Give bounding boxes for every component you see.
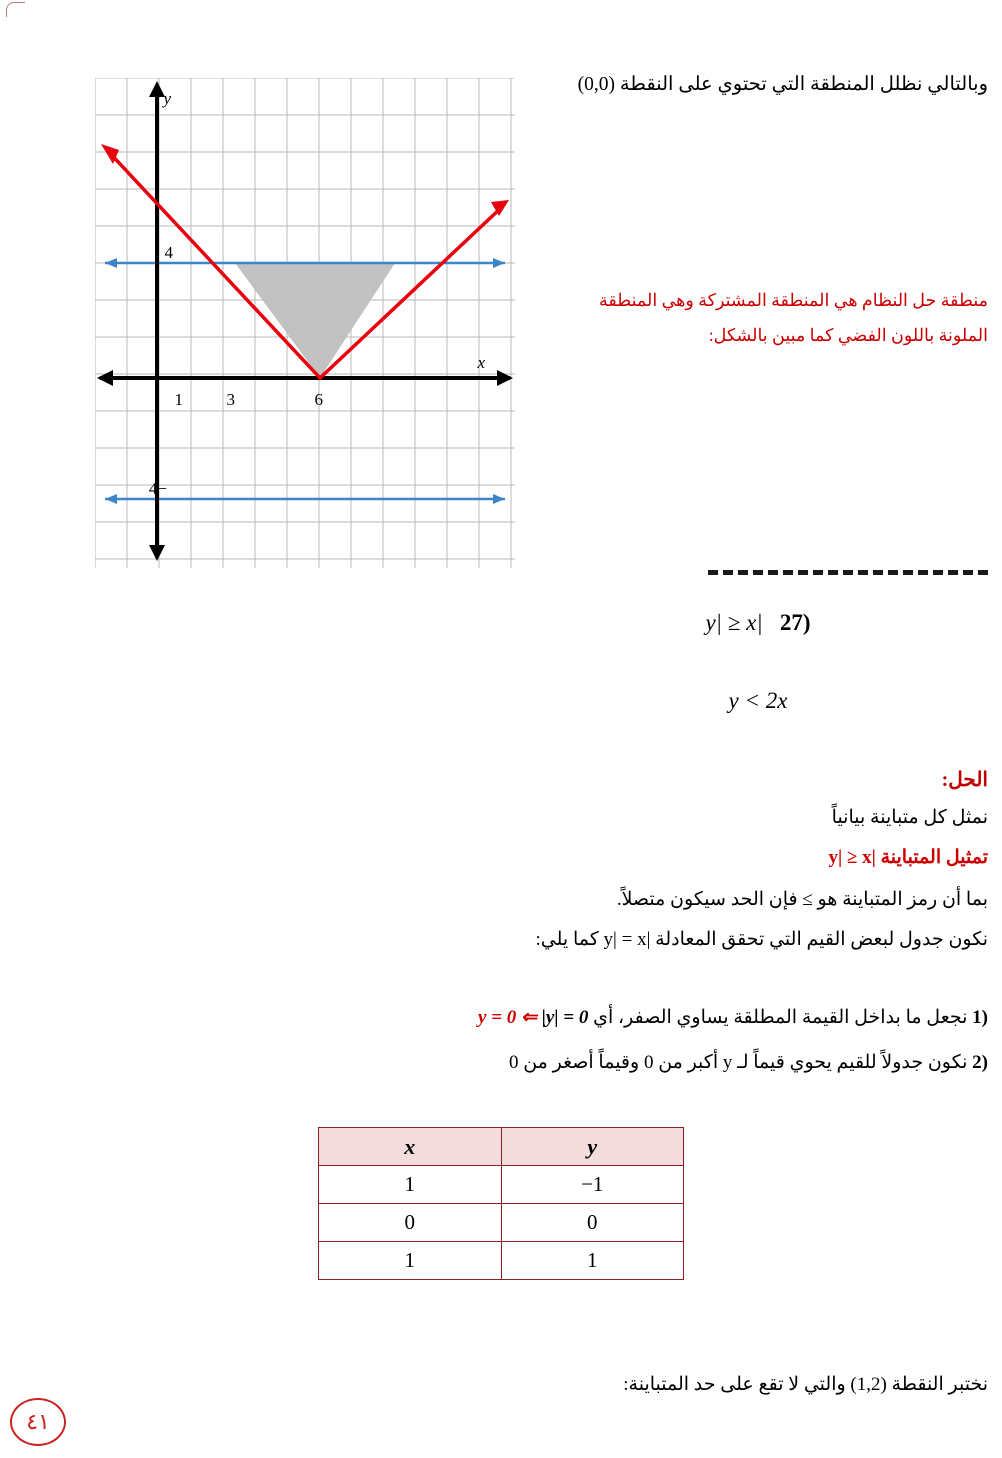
closing-line: نختبر النقطة (1,2) والتي لا تقع على حد المتباينة: (623, 1374, 988, 1395)
tick-label-y-minus-4: −4 (148, 479, 167, 498)
table-row (319, 1242, 684, 1280)
cell-y: −1 (501, 1166, 684, 1204)
tick-label-x-3: 3 (226, 390, 235, 409)
step-1-math-black: |y| = 0 (541, 1007, 589, 1028)
step-1-number: (1 (972, 1007, 988, 1028)
table-row (319, 1166, 684, 1204)
solution-label: الحل: (941, 769, 988, 791)
red-note-line-1: منطقة حل النظام هي المنطقة المشتركة وهي المنطقة (599, 290, 988, 310)
shade-note: وبالتالي نظلل المنطقة التي تحتوي على النقطة (0,0) (577, 74, 988, 95)
cell-x: 1 (319, 1166, 502, 1204)
red-solution-note (528, 283, 988, 353)
step-2-text: نكون جدولاً للقيم يحوي قيماً لـ y أكبر من 0 وقيماً أصغر من 0 (508, 1052, 968, 1073)
values-table (318, 1127, 684, 1280)
step-1-text: نجعل ما بداخل القيمة المطلقة يساوي الصفر، أي (593, 1007, 968, 1028)
cell-x: 1 (319, 1242, 502, 1280)
cell-y: 0 (501, 1204, 684, 1242)
problem-27-heading (528, 610, 988, 636)
red-note-line-2: الملونة باللون الفضي كما مبين بالشكل: (708, 325, 988, 345)
tick-label-x-1: 1 (174, 390, 183, 409)
problem-inequality-2: y < 2x (728, 688, 788, 713)
table-header-y: y (501, 1128, 684, 1166)
problem-number: (27 (779, 610, 811, 635)
step-2-number: (2 (972, 1052, 988, 1073)
solution-line-2: بما أن رمز المتباينة هو ≥ فإن الحد سيكون متصلاً. (616, 889, 988, 910)
problem-inequality-2-row (528, 688, 988, 714)
axis-label-x: x (477, 353, 485, 372)
step-1-math-red: y = 0 ⇐ (478, 1007, 537, 1028)
shaded-solution-region (235, 263, 395, 378)
page-number: ٤١ (10, 1398, 66, 1446)
solution-line-1: نمثل كل متباينة بيانياً (831, 807, 988, 828)
axis-label-y: y (163, 89, 171, 108)
tick-label-x-6: 6 (314, 390, 323, 409)
solution-red-heading: تمثيل المتباينة |y| ≥ x (828, 847, 988, 868)
solution-step-1 (68, 1003, 988, 1032)
section-divider (708, 570, 988, 575)
corner-mark (6, 2, 25, 17)
table-header-x: x (319, 1128, 502, 1166)
solution-line-3: نكون جدول لبعض القيم التي تحقق المعادلة |y| = x كما يلي: (535, 929, 988, 950)
cell-y: 1 (501, 1242, 684, 1280)
solution-step-2 (68, 1048, 988, 1077)
problem-inequality-1: |y| ≥ x (705, 610, 763, 635)
table-row (319, 1204, 684, 1242)
tick-label-y-4: 4 (164, 243, 173, 262)
coordinate-graph (95, 78, 515, 568)
cell-x: 0 (319, 1204, 502, 1242)
table-header-row (319, 1128, 684, 1166)
